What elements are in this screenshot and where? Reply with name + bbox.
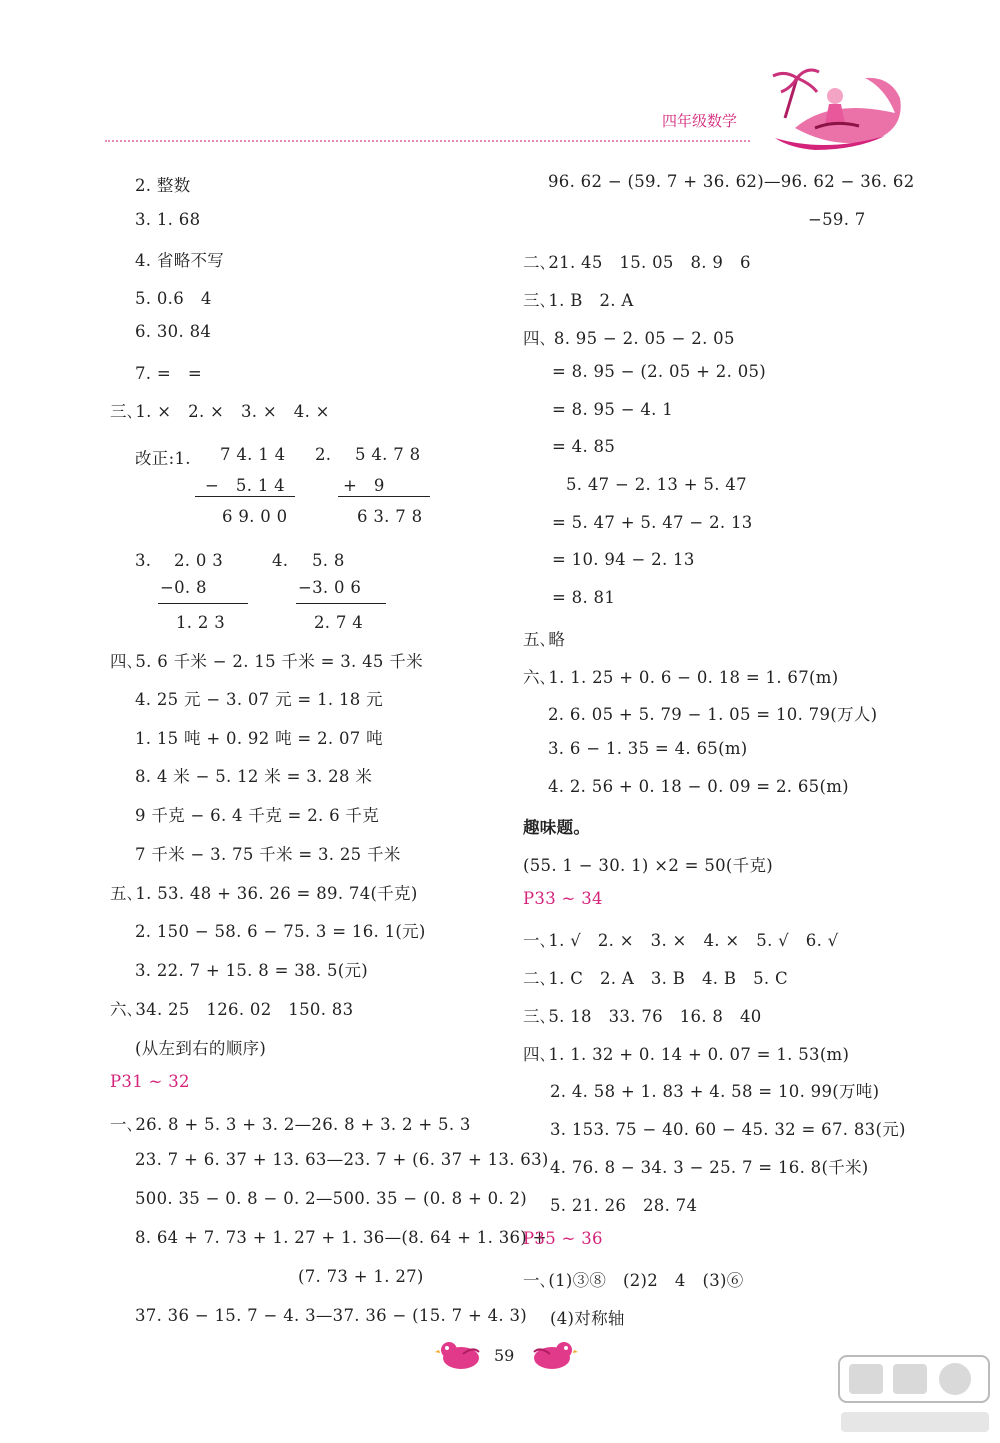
answer-line: 3. 22. 7 + 15. 8 = 38. 5(元) — [135, 961, 369, 980]
answer-line: (7. 73 + 1. 27) — [298, 1267, 424, 1286]
calc-label: 3. — [135, 551, 152, 570]
section-heading: P35 ~ 36 — [523, 1229, 603, 1248]
answer-line: 2. 150 − 58. 6 − 75. 3 = 16. 1(元) — [135, 922, 426, 941]
calc-label: 2. — [315, 445, 332, 464]
answer-line: (4)对称轴 — [550, 1309, 625, 1328]
answer-line: 4. 25 元 − 3. 07 元 = 1. 18 元 — [135, 690, 383, 709]
calc-result: 6 9. 0 0 — [222, 507, 288, 526]
answer-line: 三､5. 18 33. 76 16. 8 40 — [523, 1007, 762, 1026]
answer-line: 5. 21. 26 28. 74 — [550, 1196, 698, 1215]
answer-line: 9 千克 − 6. 4 千克 = 2. 6 千克 — [135, 806, 380, 825]
answer-line: 四､ 8. 95 − 2. 05 − 2. 05 — [523, 329, 735, 348]
answer-line: 7. = = — [135, 364, 202, 383]
calc-sub: + 9 — [343, 476, 385, 495]
header-dotted-divider — [105, 140, 750, 142]
calc-top: 2. 0 3 — [174, 551, 224, 570]
calc-rule — [296, 603, 386, 604]
bird-left-icon — [435, 1336, 485, 1372]
section-heading: P33 ~ 34 — [523, 889, 603, 908]
answer-line: 37. 36 − 15. 7 − 4. 3—37. 36 − (15. 7 + 4. 3) — [135, 1306, 528, 1325]
calc-top: 5 4. 7 8 — [355, 445, 421, 464]
answer-line: −59. 7 — [808, 210, 866, 229]
calc-sub: − 5. 1 4 — [205, 476, 285, 495]
answer-line: = 10. 94 − 2. 13 — [552, 550, 695, 569]
answer-line: 2. 4. 58 + 1. 83 + 4. 58 = 10. 99(万吨) — [550, 1082, 880, 1101]
answer-line: 四､5. 6 千米 − 2. 15 千米 = 3. 45 千米 — [110, 652, 423, 671]
answer-line: 一､1. √ 2. × 3. × 4. × 5. √ 6. √ — [523, 931, 839, 950]
header-title: 四年级数学 — [662, 112, 738, 130]
section-heading: P31 ~ 32 — [110, 1072, 190, 1091]
calc-rule — [338, 496, 430, 497]
answer-line: 二､1. C 2. A 3. B 4. B 5. C — [523, 969, 788, 988]
answer-line: 四､1. 1. 32 + 0. 14 + 0. 07 = 1. 53(m) — [523, 1045, 850, 1064]
page-number: 59 — [494, 1346, 515, 1365]
calc-top: 7 4. 1 4 — [220, 445, 286, 464]
answer-line: 3. 1. 68 — [135, 210, 201, 229]
answer-line: 5. 47 − 2. 13 + 5. 47 — [566, 475, 747, 494]
calc-sub: −0. 8 — [160, 578, 207, 597]
answer-line: 500. 35 − 0. 8 − 0. 2—500. 35 − (0. 8 + 0. 2) — [135, 1189, 528, 1208]
answer-line: 二､21. 45 15. 05 8. 9 6 — [523, 253, 751, 272]
answer-line: (从左到右的顺序) — [135, 1039, 267, 1058]
answer-line: 3. 6 − 1. 35 = 4. 65(m) — [548, 739, 748, 758]
calc-result: 6 3. 7 8 — [357, 507, 423, 526]
answer-line: 五､1. 53. 48 + 36. 26 = 89. 74(千克) — [110, 884, 418, 903]
correction-label: 改正:1. — [135, 449, 191, 468]
answer-line: = 5. 47 + 5. 47 − 2. 13 — [552, 513, 753, 532]
answer-line: 六､1. 1. 25 + 0. 6 − 0. 18 = 1. 67(m) — [523, 668, 839, 687]
answer-line: 8. 4 米 − 5. 12 米 = 3. 28 米 — [135, 767, 373, 786]
answer-line: 2. 6. 05 + 5. 79 − 1. 05 = 10. 79(万人) — [548, 705, 878, 724]
calc-label: 4. — [272, 551, 289, 570]
answer-line: 1. 15 吨 + 0. 92 吨 = 2. 07 吨 — [135, 729, 383, 748]
calc-result: 1. 2 3 — [176, 613, 226, 632]
answer-line: 7 千米 − 3. 75 千米 = 3. 25 千米 — [135, 845, 401, 864]
bird-right-icon — [528, 1336, 578, 1372]
surfer-illustration-icon — [755, 58, 905, 153]
answer-line: 一､(1)③⑧ (2)2 4 (3)⑥ — [523, 1271, 744, 1290]
watermark-logo-icon — [835, 1352, 995, 1440]
answer-line: 4. 76. 8 − 34. 3 − 25. 7 = 16. 8(千米) — [550, 1158, 869, 1177]
answer-line: 五､略 — [523, 630, 566, 649]
answer-line: 4. 2. 56 + 0. 18 − 0. 09 = 2. 65(m) — [548, 777, 849, 796]
answer-line: = 8. 81 — [552, 588, 616, 607]
answer-line: 三､1. B 2. A — [523, 291, 634, 310]
answer-line: 23. 7 + 6. 37 + 13. 63—23. 7 + (6. 37 + 13. 63) — [135, 1150, 549, 1169]
calc-rule — [195, 496, 295, 497]
answer-line: 六､34. 25 126. 02 150. 83 — [110, 1000, 354, 1019]
answer-line: 5. 0.6 4 — [135, 289, 212, 308]
calc-sub: −3. 0 6 — [298, 578, 362, 597]
answer-line: 8. 64 + 7. 73 + 1. 27 + 1. 36—(8. 64 + 1. 36) + — [135, 1228, 547, 1247]
calc-top: 5. 8 — [312, 551, 345, 570]
answer-line: 3. 153. 75 − 40. 60 − 45. 32 = 67. 83(元) — [550, 1120, 906, 1139]
answer-line: (55. 1 − 30. 1) ×2 = 50(千克) — [523, 856, 774, 875]
answer-line: = 4. 85 — [552, 437, 616, 456]
answer-line: 4. 省略不写 — [135, 251, 225, 270]
answer-line: = 8. 95 − 4. 1 — [552, 400, 674, 419]
answer-line: 三､1. × 2. × 3. × 4. × — [110, 402, 330, 421]
answer-line: 2. 整数 — [135, 176, 191, 195]
calc-result: 2. 7 4 — [314, 613, 364, 632]
fun-problem-heading: 趣味题。 — [523, 818, 591, 837]
answer-line: 96. 62 − (59. 7 + 36. 62)—96. 62 − 36. 62 — [548, 172, 915, 191]
calc-rule — [158, 603, 248, 604]
answer-line: 一､26. 8 + 5. 3 + 3. 2—26. 8 + 3. 2 + 5. 3 — [110, 1115, 471, 1134]
answer-line: 6. 30. 84 — [135, 322, 212, 341]
answer-line: = 8. 95 − (2. 05 + 2. 05) — [552, 362, 767, 381]
